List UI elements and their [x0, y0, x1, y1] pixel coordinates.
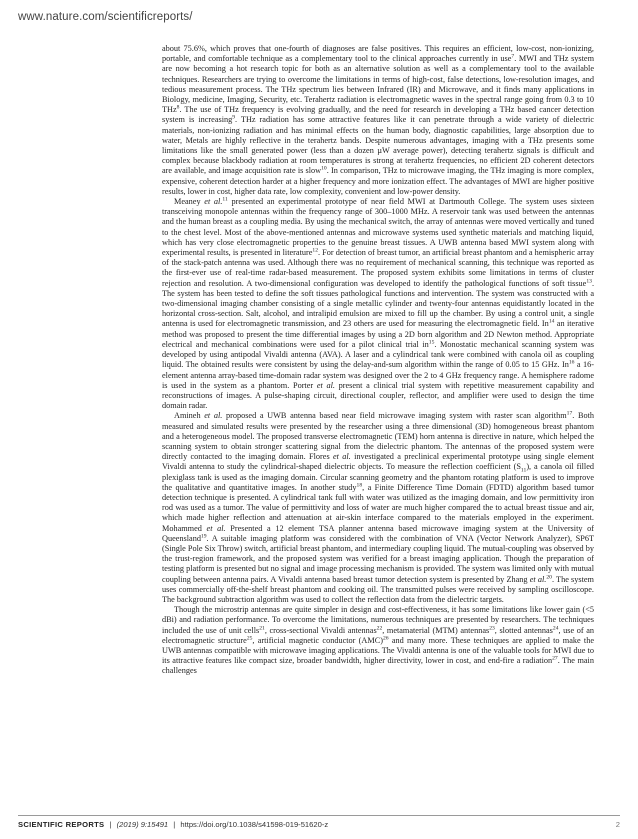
- reference-link[interactable]: 10: [321, 165, 327, 172]
- reference-link[interactable]: 25: [246, 635, 253, 642]
- footer-separator: |: [109, 820, 112, 829]
- site-url-header[interactable]: www.nature.com/scientificreports/: [18, 11, 193, 23]
- reference-link[interactable]: 12: [312, 247, 318, 254]
- paragraph-4: Though the microstrip antennas are quite simpler in design and cost-effectiveness, it has some limitations like lower gain (<5 dBi) and radiation performance. To overcome the limitations, numerous techniques are presented by researchers. The techniques included the use of unit cells$^{21}$, cross-sectional Vivaldi antennas$^{22}$, metamaterial (MTM) antennas$^{23}$, slotted antennas$^{24}$, use of an electromagnetic structure$^{25}$, artificial magnetic conductor (AMC)$^{26}$ and many more. These techniques are applied to make the UWB antennas compatible with microwave imaging applications. The Vivaldi antenna is one of the valuable tools for MWI due to its attractive features like compact size, broader bandwidth, higher directivity, lower in cost, and end-fire a radiation$^{27}$. The main challenges: [162, 605, 594, 676]
- subscript: 11: [520, 467, 527, 474]
- reference-link[interactable]: 19: [200, 533, 207, 539]
- reference-link[interactable]: 14: [548, 318, 555, 325]
- reference-link[interactable]: 24: [552, 624, 559, 631]
- doi-link[interactable]: https://doi.org/10.1038/s41598-019-51620-z: [180, 820, 329, 829]
- reference-link[interactable]: 17: [566, 410, 573, 417]
- reference-link[interactable]: 13: [586, 277, 592, 284]
- footer-separator: |: [173, 820, 176, 829]
- reference-link[interactable]: 22: [376, 624, 383, 631]
- reference-link[interactable]: 9: [232, 114, 236, 121]
- paragraph-1: about 75.6%, which proves that one-fourth of diagnoses are false positives. This requires an efficient, low-cost, non-ionizing, portable, and comfortable technique as a complementary tool to the clinical approaches currently in use$^7$. MWI and THz system are now becoming a hot research topic for both as an alternative solution as well as a complementary tool to the available techniques. Researchers are trying to overcome the limitations in terms of high-cost, false detections, low-resolution images, and tedious measurement process. The THz spectrum lies between Infrared (IR) and Microwave, and it finds many applications in Biology, medicine, Imaging, Security, etc. Terahertz radiation is electromagnetic waves in the spectral range going from 0.3 to 10 THz$^8$. The use of THz frequency is evolving gradually, and the need for research in developing a THz based cancer detection system is increasing$^9$. THz radiation has some attractive features like it can penetrate through a wide variety of dielectric materials, non-ionizing radiation and has minimal effects on the human body, diagnostic capabilities, large absorption due to water, Metals are highly reflective in the terahertz bands. Despite numerous advantages, imaging with a THz presents some limitations like the small generated power (less than a dozen µW average power), detecting terahertz signals is difficult and complex because blackbody radiation at room temperatures is strong at terahertz frequencies, no efficient 2D coherent detectors are available, and image acquisition rate is slow$^{10}$. In comparison, THz to microwave imaging, the THz imaging is more complex, expensive, coherent detection harder at a higher frequency and more ionization effect. The advantages of MWI are higher positive results, lower in cost, higher data rate, low complexity, convenient and low-power density.: [162, 44, 594, 196]
- citation-text: (2019) 9:15491: [116, 820, 169, 829]
- article-body: [162, 44, 594, 677]
- reference-link[interactable]: 16: [568, 359, 575, 366]
- journal-name: SCIENTIFIC REPORTS: [18, 820, 105, 829]
- reference-link[interactable]: 27: [552, 655, 558, 662]
- page-footer: [18, 820, 620, 829]
- reference-link[interactable]: 15: [428, 339, 435, 346]
- reference-link[interactable]: 20: [546, 573, 552, 580]
- page-number: 2: [615, 820, 620, 829]
- reference-link[interactable]: 23: [489, 624, 495, 631]
- reference-link[interactable]: 18: [356, 481, 363, 488]
- reference-link[interactable]: 26: [382, 635, 389, 642]
- footer-divider: [18, 815, 620, 816]
- paragraph-3: Amineh et al. proposed a UWB antenna based near field microwave imaging system with raster scan algorithm$^{17}$. Both measured and simulated results were presented by the researcher using a three dimensional (3D) homogeneous breast phantom and a heterogeneous model. The proposed transverse electromagnetic (TEM) horn antenna is directive in nature, which helped the scanning system to obtain stronger scattering signal from the dielectric phantom. The antennas of the proposed system were directly contacted to the imaging domain. Flores et al. investigated a preclinical experimental prototype using single element Vivaldi antenna to study the cylindrical-shaped dielectric objects. To measure the reflection coefficient $(S_{11})$, a canola oil filled plexiglass tank is used as the imaging domain. Circular scanning geometry and the phantom rotating platform is used to improve the qualitative and quantitative images. In another study$^{18}$, a Finite Difference Time Domain (FDTD) algorithm based tumor detection technique is presented. A cylindrical tank full with water was utilized as the imaging domain, and low permittivity iron rod was used as a tumor. The value of permittivity and loss of water are much higher compared the to actual breast tissue and air, which made higher reflection and attenuation at air-skin interface compared to the materials employed in the experiment. Mohammed et al. Presented a 12 element TSA planner antenna based microwave imaging system at the University of Queensland$^{19}$. A suitable imaging platform was considered with the combination of VNA (Vector Network Analyzer), SP6T (Single Pole Six Throw) switch, artificial breast phantom, and intermediary coupling liquid. The mutual-coupling was observed by the trust-region framework, and the proposed system was verified for a breast imaging application. Though the preparation of testing platform is presented but no signal and image processing mechanism is provided. The system was limited only with mutual coupling between antenna pairs. A Vivaldi antenna based breast tumor detection system is presented by Zhang et al.$^{20}$. The system uses commercially off-the-shelf breast phantom and cooking oil. The transmitted pulses were received by sampling oscilloscope. The background subtraction algorithm was used to collect the reflection data from the dielectric targets.: [162, 410, 595, 604]
- paragraph-2: Meaney et al.$^{11}$ presented an experimental prototype of near field MWI at Dartmouth College. The system uses sixteen transceiving monopole antennas within the frequency range of 300–1000 MHz. A reservoir tank was used between the antennas and the human breast as a coupling media. By using the mechanical switch, the array of antennas were moved vertically and tuned to the chest level. Most of the above-mentioned antennas and microwave systems used synthetic materials and matching liquid, which has very close electromagnetic properties to the genuine breast tissues. A UWB antenna based MWI system along with experimental results, is presented in literature$^{12}$. For detection of breast tumor, an artificial breast phantom and a hemispheric array of the stack-patch antenna was used. Although there was no requirement of mechanical scanning, this technique was reported as the first-ever use of real-time radar-based measurement. The proposed system exhibits some limitations in terms of cluster rejection and resolution. A two-dimensional configuration was developed to identify the pathological functions of soft tissue$^{13}$. The system has been tested to define the soft tissues pathological functions and intervention. The system was constructed with a two-dimensional imaging chamber consisting of a single metallic cylinder and twenty-four antennas equidistantly located in the horizontal cross-section. Salt, alcohol, and intralipid emulsion are mixed to fill up the chamber. By using a control unit, a single antenna is used for electromagnetic transmission, and 23 others are used for measuring the electromagnetic field. In$^{14}$ an iterative method was proposed to present the time differential images by using a 2D born algorithm and 2D Newton method. Appropriate electrical and mechanical combinations were used for a pilot clinical trial $in^{15}$. Monostatic mechanical scanning system was developed by using antipodal Vivaldi antenna (AVA). A laser and a cylindrical tank were combined with canola oil as coupling liquid. The obtained results were consistent by using the delay-and-sum algorithm within the range of 0.05 to 15 GHz. In$^{16}$ a 16-element antenna array-based time-domain radar system was designed over the 2 to 4 GHz frequency range. A hemisphere radome is used in the system as a phantom. Porter et al. present a clinical trial system with repetitive measurement capability and reconstructions of images. A pulse-shaping circuit, directional coupler, reflector, and amplifier were used to design the time domain radar.: [162, 196, 595, 411]
- reference-link[interactable]: 7: [511, 53, 515, 60]
- reference-link[interactable]: 21: [259, 624, 265, 631]
- reference-link[interactable]: 8: [176, 104, 180, 111]
- reference-link[interactable]: 11: [222, 196, 228, 203]
